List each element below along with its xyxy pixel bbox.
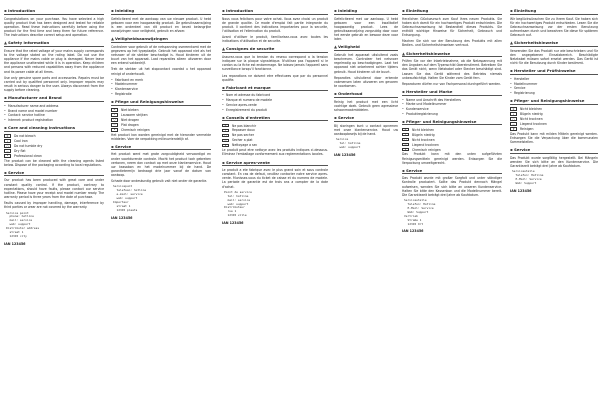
product-id: IAN 123456 (111, 215, 133, 220)
address-block: Service point phone: hotline mail: service web: support Distributor address street 1 12345 city (6, 210, 40, 239)
section-heading: ▪Pflege- und Reinigungshinweise (402, 119, 502, 126)
section-heading: ▪Service (510, 147, 598, 154)
section-heading: ▪Conseils d'entretien (222, 115, 328, 122)
info-icon: ▪ (510, 98, 513, 104)
bullet-icon: • (510, 86, 512, 91)
section-heading: ▪Inleiding (111, 8, 211, 15)
warning-icon: ▲ (222, 46, 225, 52)
list-item: • Service apres-vente (222, 102, 257, 107)
no-tumble-dry-icon: ○ (111, 118, 118, 121)
section-heading: ▪Introduction (4, 8, 104, 15)
info-icon: ▪ (222, 114, 225, 120)
care-symbol-row: ✕ Do not bleach (4, 134, 104, 139)
bullet-icon: • (510, 76, 512, 81)
section-heading: ▪Care and cleaning instructions (4, 125, 104, 132)
care-symbol-row: • Cool iron (4, 139, 104, 144)
paragraph: Het product werd met grote zorgvuldigheid vervaardigd en onder voortdurende controle. Mocht het product toch gebreken vertonen, neem dan contact op met onze klantenservice. Houd uw kassabon en het modelnummer bij de hand. De garantietermijn bedraagt drie jaar vanaf de datum van aankoop. (111, 152, 211, 178)
column-5 (402, 5, 502, 410)
warning-icon: ▲ (111, 36, 114, 42)
paragraph: Prüfen Sie vor der Inbetriebnahme, ob die Netzspannung mit den Angaben auf dem Typenschild übereinstimmt. Betreiben Sie das Gerät nicht, wenn Netzkabel oder Stecker beschädigt sind. Lassen Sie das Gerät während des Betriebs niemals unbeaufsichtigt. Halten Sie Kinder vom Gerät fern. (402, 59, 502, 80)
list-item: • Hersteller (510, 76, 530, 81)
paragraph: Avant d'utiliser le produit, familiarisez-vous avec toutes les indications d'utilisation et de securite. (222, 35, 328, 44)
info-icon: ▪ (402, 8, 405, 13)
dry-flat-icon: — (510, 122, 517, 125)
info-icon: ▪ (4, 95, 7, 101)
dry-clean-icon: P (222, 144, 229, 147)
list-item: • Registratie (111, 91, 132, 96)
section-heading: ▪Onderhoud (334, 91, 398, 98)
column-3 (222, 5, 328, 410)
dry-clean-icon: P (402, 148, 409, 151)
care-symbol-row: ✕ Nicht bleichen (402, 127, 502, 132)
info-icon: ▪ (4, 125, 7, 131)
bullet-icon: • (222, 102, 224, 107)
address-block: Servicestelle Telefon: Hotline E-Mail: Service Web: Support Vertrieb Straße 1 12345 Ort (404, 198, 436, 226)
product-id: IAN 123456 (222, 221, 244, 226)
no-bleach-icon: ✕ (111, 108, 118, 111)
paragraph: Machen Sie sich vor der Benutzung des Produkts mit allen Bedien- und Sicherheitshinweisen vertraut. (402, 39, 502, 48)
list-item: • Enregistrement du produit (222, 107, 267, 112)
bullet-icon: • (510, 81, 512, 86)
dry-flat-icon: — (111, 123, 118, 126)
care-symbol-row: ○ Do not tumble dry (4, 144, 104, 149)
care-symbol-row: • Repasser doux (222, 128, 328, 133)
warning-icon: ▲ (4, 40, 7, 46)
warning-icon: ▲ (510, 40, 513, 46)
address-block: Servicepunt telefoon: hotline e-mail: service web: support Importeur straat 1 12345 plaats (113, 184, 147, 212)
paragraph: Herzlichen Glückwunsch zum Kauf Ihres neuen Produkts. Sie haben sich damit für ein hochwertiges Produkt entschieden. Die Gebrauchsanweisung ist Bestandteil dieses Produkts. Sie enthält wichtige Hinweise für Sicherheit, Gebrauch und Entsorgung. (402, 16, 502, 38)
warning-icon: ▲ (334, 44, 337, 50)
service-icon: ▪ (510, 147, 513, 153)
list-item: • Produktregistrierung (402, 111, 438, 116)
list-item: • Internet: product registration (4, 118, 54, 123)
section-heading: ▪Inleiding (334, 8, 398, 15)
list-item: • Modelnummer (111, 82, 138, 87)
list-item: • Fabrikant en merk (111, 77, 144, 82)
care-symbol-row: ✕ Niet bleken (111, 108, 211, 113)
section-heading: ▪Hersteller und Prüfhinweise (510, 68, 598, 75)
care-symbol-row: ○ Niet drogen (111, 118, 211, 123)
bullet-icon: • (111, 82, 113, 87)
paragraph: Assurez-vous que la tension du reseau correspond a la tension indiquee sur la plaque signaletique. N'utilisez pas l'appareil si le cordon ou la fiche est endommage. Ne laissez jamais l'appareil sans surveillance lorsqu'il fonctionne. (222, 54, 328, 72)
list-item: • Name und Anschrift des Herstellers (402, 97, 461, 102)
section-heading: ▲Safety information (4, 40, 104, 47)
bullet-icon: • (402, 111, 404, 116)
care-symbol-row: P Chemisch reinigen (402, 147, 502, 152)
list-item: • Registrierung (510, 91, 535, 96)
bullet-icon: • (222, 98, 224, 103)
service-icon: ▪ (222, 159, 225, 165)
section-heading: ▪Einleitung (402, 8, 502, 15)
section-heading: ▪Pflege- und Reinigungshinweise (510, 98, 598, 105)
care-symbol-row: P Chemisch reinigen (111, 128, 211, 133)
paragraph: Ensure that the rated voltage of your mains supply corresponds to the voltage stated on the rating label. Do not use the appliance if the mains cable or plug is damaged. Never leave the appliance unattended while it is in operation. Keep children and persons with reduced capabilities away from the appliance and its power cable at all times. (4, 48, 104, 74)
care-symbol-row: ✕ Ne pas blanchir (222, 123, 328, 128)
bullet-icon: • (510, 91, 512, 96)
iron-icon: • (111, 113, 118, 116)
list-item: • Contact: service hotline (4, 113, 45, 118)
care-symbol-row: P Reinigen (510, 127, 598, 132)
paragraph: Gefeliciteerd met de aankoop van uw nieuwe product. U hebt gekozen voor een hoogwaardig product. De gebruiksaanwijzing is een onderdeel van dit product en bevat belangrijke aanwijzingen voor veiligheid, gebruik en afvoer. (111, 16, 211, 33)
paragraph: Controleer voor gebruik of de netspanning overeenkomt met de gegevens op het typeplaatje. Gebruik het apparaat niet als het netsnoer of de stekker beschadigd is. Houd kinderen uit de buurt van het apparaat. Laat reparaties alleen uitvoeren door een erkend vakbedrijf. (111, 44, 211, 66)
info-icon: ▪ (222, 8, 225, 13)
section-heading: ▲Veiligheidsaanwijzingen (111, 36, 211, 43)
info-icon: ▪ (334, 91, 337, 97)
care-symbol-row: • Lauwarm strijken (111, 113, 211, 118)
care-symbol-row: P Nettoyage a sec (222, 143, 328, 148)
list-item: • Kundenservice (402, 107, 429, 112)
warning-icon: ▲ (402, 50, 405, 56)
column-6 (510, 5, 598, 410)
list-item: • Klantenservice (111, 87, 138, 92)
dry-clean-icon: P (510, 127, 517, 130)
care-symbol-row: ✕ Nicht bleichen (510, 107, 598, 112)
section-heading: ▲Consignes de securite (222, 46, 328, 53)
paragraph: Verwenden Sie das Produkt nur wie beschrieben und für den angegebenen Einsatzbereich. Beschädigte Netzkabel müssen sofort ersetzt werden. Das Gerät ist nicht für die Benutzung durch Kinder bestimmt. (510, 48, 598, 66)
paragraph: Das Produkt wurde sorgfältig hergestellt. Bei Mängeln wenden Sie sich bitte an den Kundenservice. Die Garantiezeit beträgt drei Jahre ab Kaufdatum. (510, 155, 598, 169)
bullet-icon: • (4, 118, 6, 123)
section-heading: ▪Einleitung (510, 8, 598, 15)
paragraph: Das Produkt wurde mit großer Sorgfalt und unter ständiger Kontrolle produziert. Sollte das Produkt dennoch Mängel aufweisen, wenden Sie sich bitte an unseren Kundenservice. Halten Sie bitte den Kassenbon und die Modellnummer bereit. Die Garantiezeit beträgt drei Jahre ab Kaufdatum. (402, 176, 502, 197)
section-heading: ▪Service (111, 144, 211, 151)
no-tumble-dry-icon: ○ (510, 117, 517, 120)
paragraph: Our product has been produced with great care and under constant quality control. If the product, contrary to expectations, should have faults, please contact our service hotline. Please have your receipt and model number ready. The warranty period is three years from the date of purchase. (4, 178, 104, 200)
section-heading: ▪Pflege und Reinigungshinweise (111, 99, 211, 106)
care-symbol-row: — Liegend trocknen (510, 122, 598, 127)
iron-icon: • (510, 112, 517, 115)
product-id: IAN 123456 (4, 241, 26, 246)
care-symbol-row: • Bügeln niedrig (510, 112, 598, 117)
care-symbol-row: • Bügeln niedrig (402, 132, 502, 137)
list-item: • Marque et numero de modele (222, 98, 272, 103)
service-icon: ▪ (111, 143, 114, 149)
paragraph: Reparaties uitsluitend door erkende vakmensen laten uitvoeren om gevaren te voorkomen. (334, 75, 398, 89)
column-4 (334, 5, 398, 410)
bullet-icon: • (111, 91, 113, 96)
bullet-icon: • (111, 87, 113, 92)
section-heading: ▪Service (402, 168, 502, 175)
bullet-icon: • (4, 103, 6, 108)
info-icon: ▪ (222, 84, 225, 90)
iron-icon: • (4, 139, 11, 142)
service-icon: ▪ (402, 167, 405, 173)
dry-clean-icon: P (4, 154, 11, 157)
no-bleach-icon: ✕ (510, 107, 517, 110)
paragraph: Gebruik het apparaat uitsluitend zoals beschreven. Controleer het netsnoer regelmatig op beschadigingen. Laat het apparaat niet onbeheerd achter tijdens gebruik. Houd kinderen uit de buurt. (334, 52, 398, 74)
product-id: IAN 123456 (510, 188, 532, 193)
iron-icon: • (402, 133, 409, 136)
care-symbol-row: ○ Nicht trocknen (510, 117, 598, 122)
list-item: • Manufacturer name and address (4, 103, 59, 108)
section-heading: ▪Hersteller und Marke (402, 89, 502, 96)
info-icon: ▪ (111, 99, 114, 105)
paragraph: Use only genuine spare parts and accessories. Repairs must be carried out by qualified personnel only. Improper repairs may result in serious danger to the user. Always disconnect from the supply before cleaning. (4, 75, 104, 93)
section-heading: ▪Service (4, 170, 104, 177)
column-1 (4, 5, 104, 410)
paragraph: Het product kan worden gereinigd met de hieronder vermelde middelen. Voer de verpakking milieuvriendelijk af. (111, 132, 211, 141)
column-2 (111, 5, 211, 410)
address-block: Servicestelle Telefon: Hotline E-Mail: Service Web: Support (512, 169, 544, 185)
dry-clean-icon: P (111, 128, 118, 131)
product-id: IAN 123456 (402, 229, 424, 234)
care-symbol-row: — Secher a plat (222, 138, 328, 143)
paragraph: Das Produkt kann mit milden Mitteln gereinigt werden. Entsorgen Sie die Verpackung über die kommunalen Sammelstellen. (510, 131, 598, 145)
section-heading: ▪Introduction (222, 8, 328, 15)
care-symbol-row: ○ Nicht trocknen (402, 137, 502, 142)
product-id: IAN 123456 (334, 152, 356, 157)
section-heading: ▪Service (334, 115, 398, 122)
bullet-icon: • (111, 77, 113, 82)
list-item: • Brand name and model number (4, 108, 58, 113)
list-item: • Service (510, 86, 526, 91)
bullet-icon: • (402, 107, 404, 112)
list-item: • Modellnummer (510, 81, 538, 86)
info-icon: ▪ (4, 8, 7, 13)
info-icon: ▪ (510, 68, 513, 74)
info-icon: ▪ (111, 8, 114, 13)
service-icon: ▪ (4, 169, 7, 175)
section-heading: ▪Service apres-vente (222, 160, 328, 167)
paragraph: Gefeliciteerd met uw aankoop. U hebt gekozen voor een kwalitatief hoogwaardig product. Lees de gebruiksaanwijzing zorgvuldig door voor het eerste gebruik en bewaar deze voor later. (334, 16, 398, 42)
paragraph: Reinig het product met een licht vochtige doek. Gebruik geen agressieve schoonmaakmiddelen. (334, 99, 398, 112)
paragraph: The product can be cleaned with the cleaning agents listed below. Dispose of the packaging according to local regulations. (4, 158, 104, 167)
bullet-icon: • (4, 108, 6, 113)
section-heading: ▲Veiligheid (334, 44, 398, 51)
section-heading: ▪Manufacturer and Brand (4, 95, 104, 102)
info-icon: ▪ (510, 8, 513, 13)
section-heading: ▲Sicherheitshinweise (510, 40, 598, 47)
bullet-icon: • (402, 102, 404, 107)
info-icon: ▪ (334, 8, 337, 13)
bullet-icon: • (402, 97, 404, 102)
address-block: Point de service tel: hotline mail: service web: support Distributeur rue 1 12345 ville (224, 189, 252, 218)
dry-flat-icon: — (402, 143, 409, 146)
paragraph: Nous vous felicitons pour votre achat. Vous avez choisi un produit de grande qualite. Ce mode d'emploi fait partie integrante du produit. Il contient des indications importantes pour la securite, l'utilisation et l'elimination du produit. (222, 16, 328, 33)
no-bleach-icon: ✕ (402, 128, 409, 131)
address-block: Service tel: hotline web: support (336, 137, 361, 149)
paragraph: Das Produkt kann mit den unten aufgeführten Reinigungsmitteln gereinigt werden. Entsorgen Sie die Verpackung umweltgerecht. (402, 152, 502, 165)
info-icon: ▪ (402, 118, 405, 124)
bullet-icon: • (222, 107, 224, 112)
care-symbol-row: — Dry flat (4, 149, 104, 154)
paragraph: Le produit a ete fabrique avec le plus grand soin et sous controle constant. En cas de defaut, veuillez contacter notre service apres-vente. Munissez-vous du ticket de caisse et du numero de modele. La periode de garantie est de trois ans a compter de la date d'achat. (222, 168, 328, 189)
list-item: • Marke und Modellnummer (402, 102, 447, 107)
dry-flat-icon: — (222, 139, 229, 142)
paragraph: Les reparations ne doivent etre effectuees que par du personnel qualifie. (222, 73, 328, 82)
paragraph: Wir beglückwünschen Sie zu Ihrem Kauf. Sie haben sich für ein hochwertiges Produkt entschieden. Lesen Sie die Gebrauchsanweisung vor der ersten Benutzung aufmerksam durch und bewahren Sie diese für späteren Gebrauch auf. (510, 16, 598, 38)
iron-icon: • (222, 129, 229, 132)
bullet-icon: • (4, 113, 6, 118)
section-heading: ▪Fabricant et marque (222, 85, 328, 92)
dry-flat-icon: — (4, 149, 11, 152)
no-tumble-dry-icon: ○ (222, 134, 229, 137)
list-item: • Nom et adresse du fabricant (222, 93, 271, 98)
paragraph: Le produit peut etre nettoye avec les produits indiques ci-dessous. Eliminez l'emballage conformement aux reglementations locales. (222, 148, 328, 157)
paragraph: Trek de stekker uit het stopcontact voordat u het apparaat reinigt of onderhoudt. (111, 67, 211, 76)
paragraph: Schade door ondeskundig gebruik valt niet onder de garantie. (111, 179, 208, 184)
section-heading: ▲Sicherheitshinweise (402, 51, 502, 58)
bullet-icon: • (222, 93, 224, 98)
no-tumble-dry-icon: ○ (402, 138, 409, 141)
paragraph: Faults caused by improper handling, damage, interference by third parties or wear are not covered by the warranty. (4, 201, 104, 210)
no-tumble-dry-icon: ○ (4, 144, 11, 147)
care-symbol-row: — Plat drogen (111, 123, 211, 128)
service-icon: ▪ (334, 115, 337, 121)
paragraph: Reparaturen dürfen nur von Fachpersonal durchgeführt werden. (402, 81, 502, 86)
no-bleach-icon: ✕ (4, 134, 11, 137)
care-symbol-row: P Professional clean (4, 154, 104, 159)
care-symbol-row: — Liegend trocknen (402, 142, 502, 147)
paragraph: Congratulations on your purchase. You have selected a high quality product that has been designed and tested for reliable operation. Read these instructions carefully before using the product for the first time and keep them for future reference. The instructions describe correct setup and operation. (4, 16, 104, 38)
no-bleach-icon: ✕ (222, 124, 229, 127)
info-icon: ▪ (402, 89, 405, 95)
paragraph: Bij storingen kunt u contact opnemen met onze klantenservice. Houd uw aankoopbewijs bij de hand. (334, 123, 398, 136)
care-symbol-row: ○ Ne pas secher (222, 133, 328, 138)
